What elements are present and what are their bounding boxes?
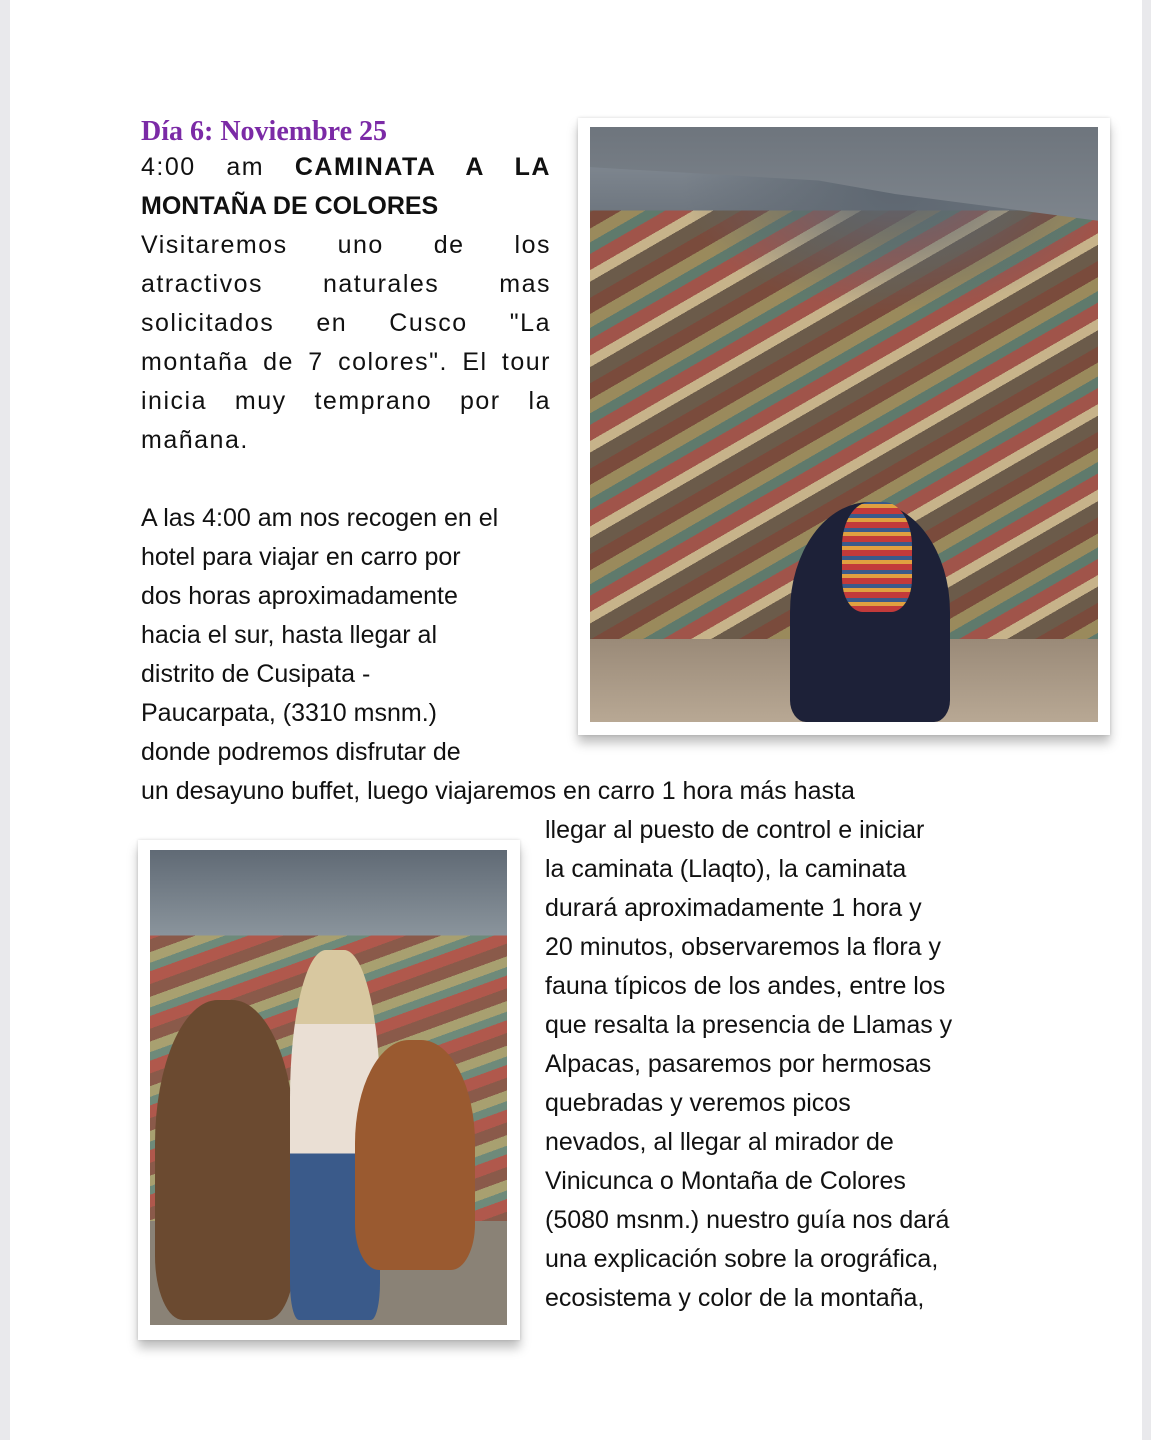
text-line: montaña de 7 colores". El tour [141,348,551,376]
photo-woman-with-alpacas [150,850,507,1325]
text-line: llegar al puesto de control e iniciar [545,816,925,844]
text-line: Vinicunca o Montaña de Colores [545,1167,906,1195]
photo-rainbow-mountain-woman [590,127,1098,722]
text-line: ecosistema y color de la montaña, [545,1284,925,1312]
text-line: atractivos naturales mas [141,270,551,298]
text-line: 20 minutos, observaremos la flora y [545,933,942,961]
text-line: que resalta la presencia de Llamas y [545,1011,953,1039]
text-line: durará aproximadamente 1 hora y [545,894,922,922]
text-line: dos horas aproximadamente [141,582,458,610]
text-line: distrito de Cusipata - [141,660,371,688]
text-line: (5080 msnm.) nuestro guía nos dará [545,1206,950,1234]
activity-title-1: CAMINATA A LA [294,153,551,181]
activity-title-2: MONTAÑA DE COLORES [141,192,439,220]
text-line: quebradas y veremos picos [545,1089,851,1117]
text-line: hotel para viajar en carro por [141,543,461,571]
text-line: solicitados en Cusco "La [141,309,551,337]
text-line: Alpacas, pasaremos por hermosas [545,1050,932,1078]
text-line: Paucarpata, (3310 msnm.) [141,699,437,727]
text-line: Visitaremos uno de los [141,231,551,259]
day-heading: Día 6: Noviembre 25 [141,116,387,147]
text-line: mañana. [141,426,249,454]
activity-time: 4:00 am [141,153,265,181]
text-line: inicia muy temprano por la [141,387,551,415]
text-line: donde podremos disfrutar de [141,738,461,766]
text-line: nevados, al llegar al mirador de [545,1128,894,1156]
text-line: la caminata (Llaqto), la caminata [545,855,907,883]
text-line: fauna típicos de los andes, entre los [545,972,946,1000]
activity-title-line [141,148,551,187]
text-line: A las 4:00 am nos recogen en el [141,504,499,532]
text-line: un desayuno buffet, luego viajaremos en carro 1 hora más hasta [141,777,855,805]
text-line: hacia el sur, hasta llegar al [141,621,438,649]
text-line: una explicación sobre la orográfica, [545,1245,939,1273]
